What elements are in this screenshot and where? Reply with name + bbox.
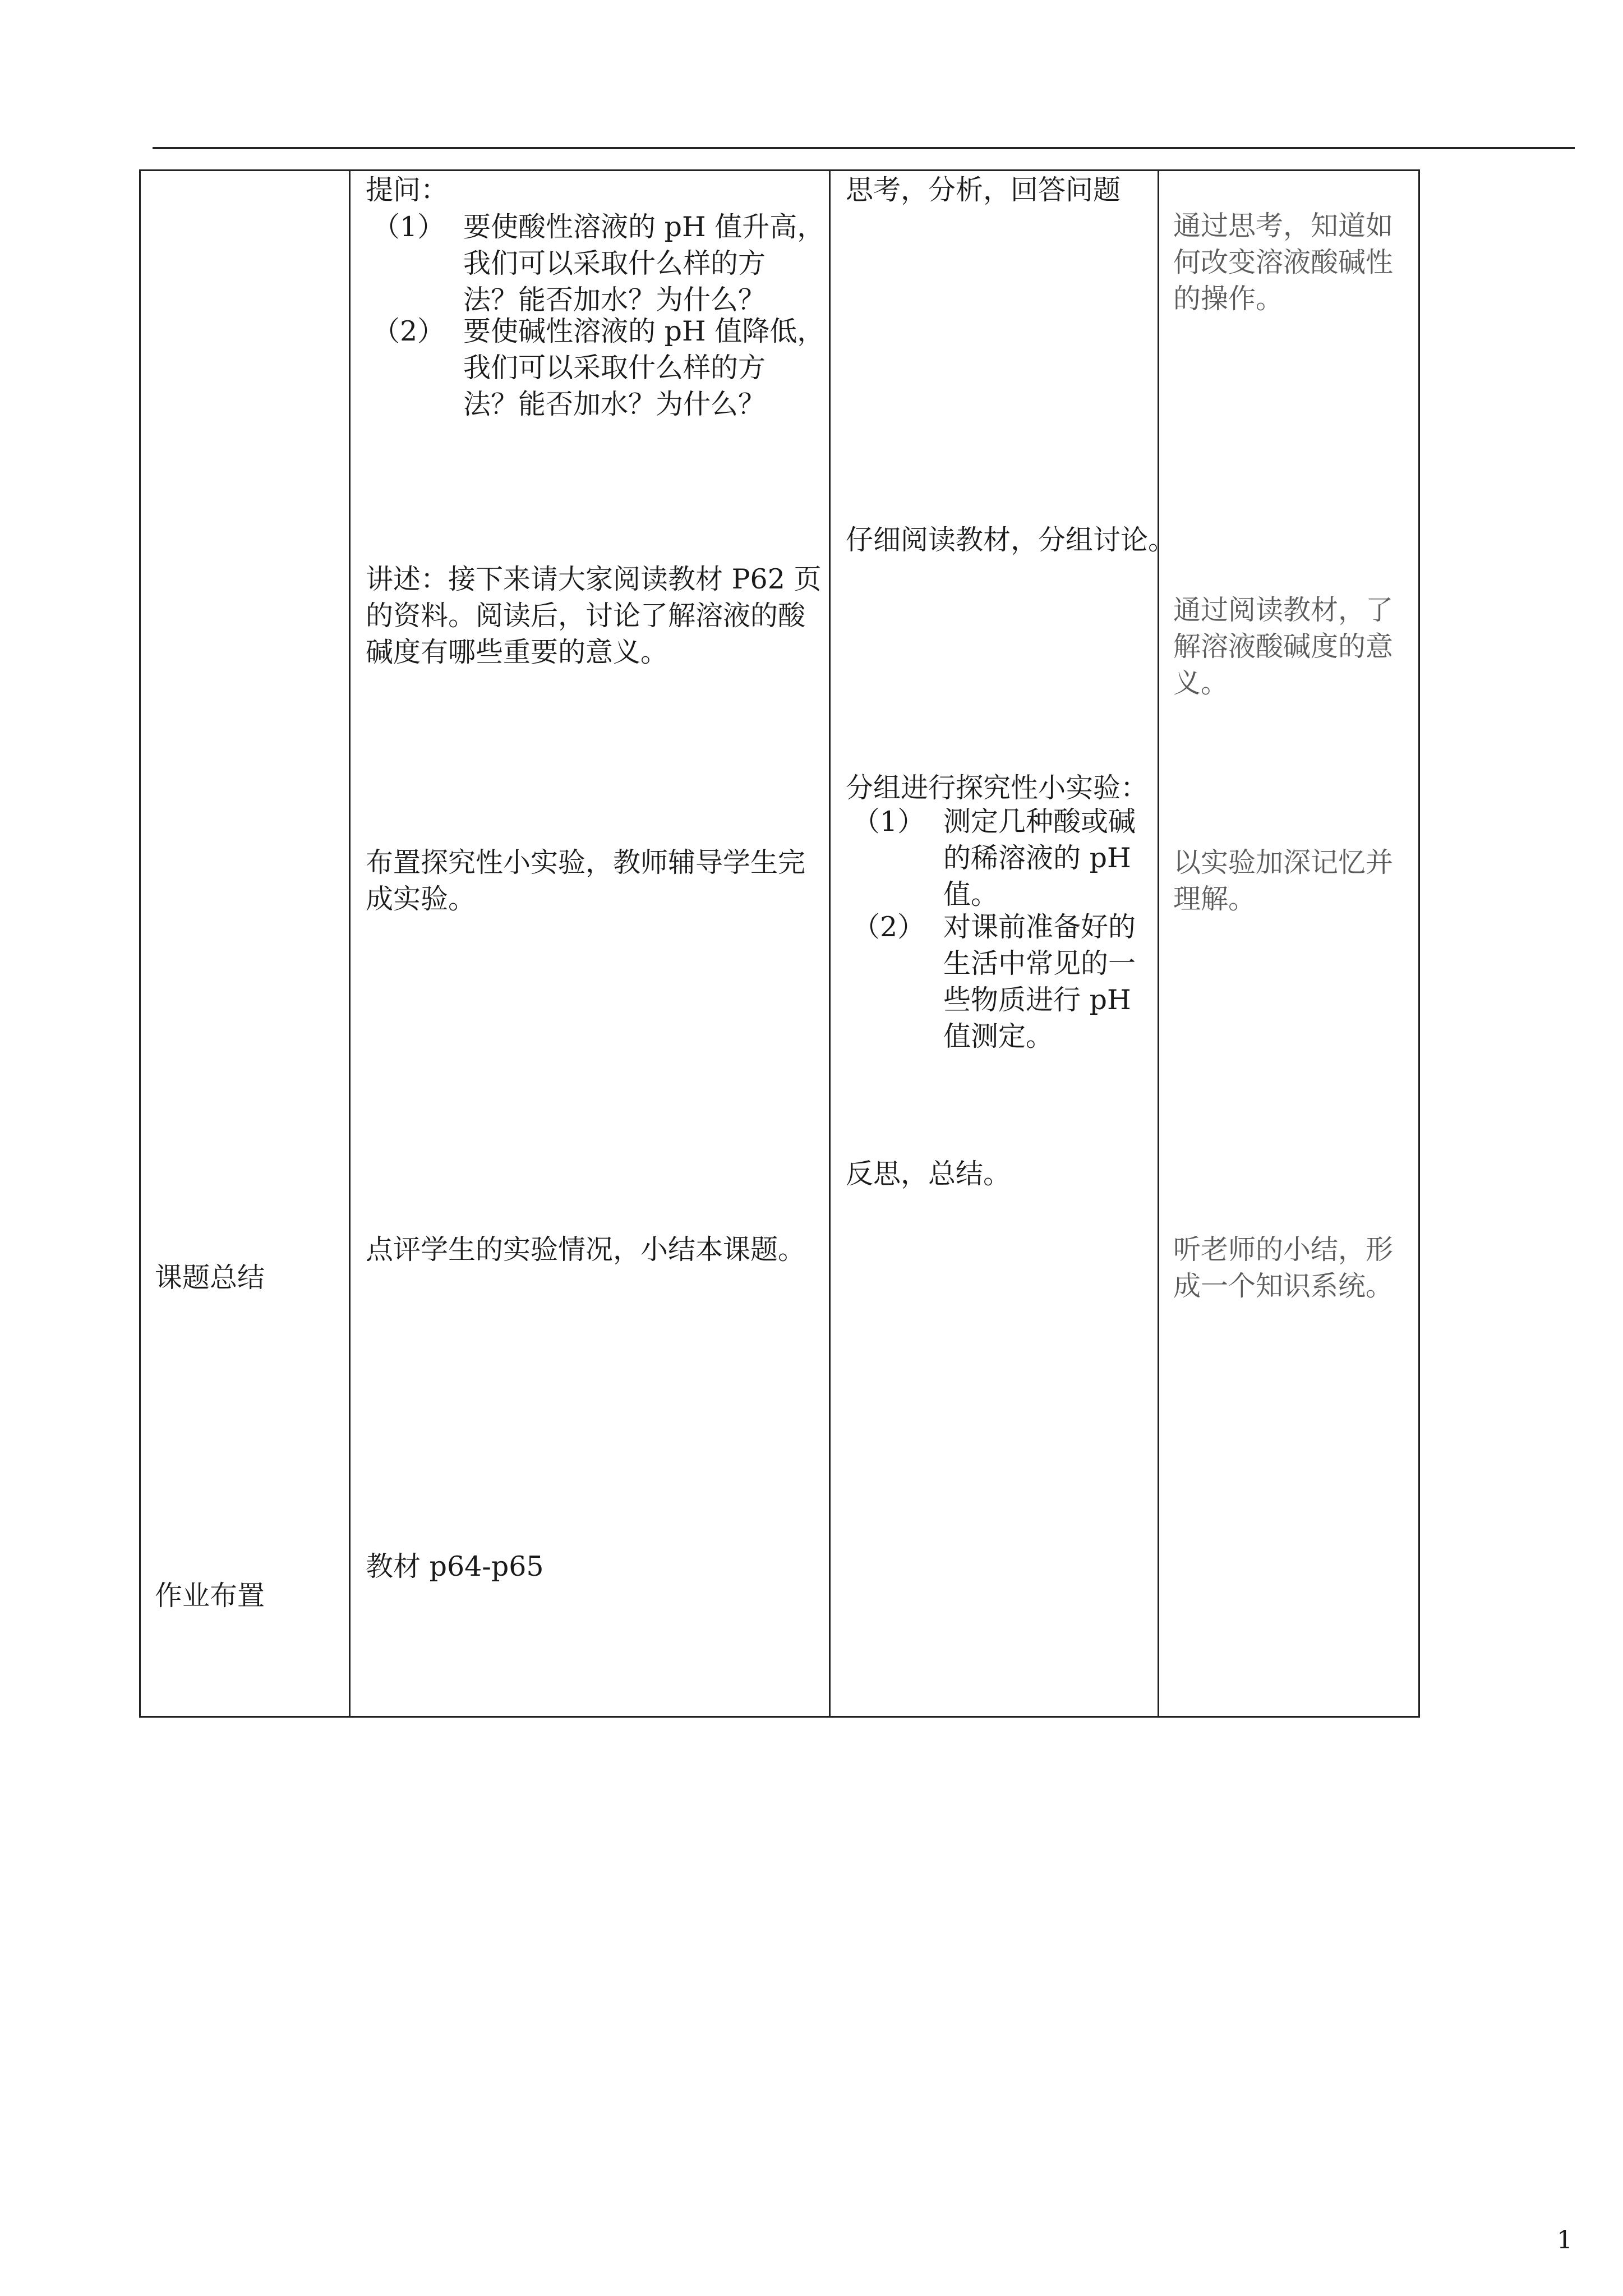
review-text: 点评学生的实验情况，小结本课题。 bbox=[366, 1234, 806, 1266]
intent-line: 以实验加深记忆并 bbox=[1173, 846, 1394, 878]
lecture-line: 碱度有哪些重要的意义。 bbox=[366, 636, 668, 668]
intent-line: 通过思考，知道如 bbox=[1173, 210, 1394, 242]
question-1-line: 我们可以采取什么样的方 bbox=[463, 247, 766, 279]
experiment-2-line: 值测定。 bbox=[943, 1020, 1054, 1052]
intent-line: 成一个知识系统。 bbox=[1173, 1270, 1394, 1302]
intent-line: 解溶液酸碱度的意 bbox=[1173, 631, 1394, 662]
summary-row-label: 课题总结 bbox=[155, 1262, 265, 1294]
experiment-2-line: 生活中常见的一 bbox=[943, 947, 1136, 979]
experiment-2-line: 对课前准备好的 bbox=[943, 911, 1136, 943]
page-number: 1 bbox=[1557, 2226, 1573, 2254]
student-reflect: 反思，总结。 bbox=[846, 1158, 1011, 1190]
experiment-1-line: 测定几种酸或碱 bbox=[943, 806, 1136, 838]
question-1-line: 法？能否加水？为什么？ bbox=[463, 284, 766, 316]
intent-line: 通过阅读教材，了 bbox=[1173, 594, 1394, 626]
column-divider-1 bbox=[349, 169, 351, 1718]
experiment-assignment-line: 成实验。 bbox=[366, 883, 476, 915]
student-think: 思考，分析，回答问题 bbox=[846, 174, 1121, 206]
experiment-1-line: 的稀溶液的 pH bbox=[943, 842, 1131, 874]
header-rule bbox=[153, 147, 1575, 149]
student-experiment-title: 分组进行探究性小实验： bbox=[846, 772, 1149, 804]
question-2-number: （2） bbox=[372, 315, 445, 347]
experiment-1-number: （1） bbox=[852, 806, 925, 838]
intent-line: 理解。 bbox=[1173, 883, 1256, 915]
intent-line: 听老师的小结，形 bbox=[1173, 1234, 1394, 1266]
column-divider-2 bbox=[829, 169, 831, 1718]
intent-line: 何改变溶液酸碱性 bbox=[1173, 246, 1394, 278]
question-2-line: 我们可以采取什么样的方 bbox=[463, 352, 766, 384]
experiment-2-line: 些物质进行 pH bbox=[943, 984, 1131, 1016]
experiment-1-line: 值。 bbox=[943, 878, 999, 910]
homework-text: 教材 p64-p65 bbox=[366, 1550, 544, 1582]
question-1-line: 要使酸性溶液的 pH 值升高， bbox=[463, 211, 825, 243]
question-1-number: （1） bbox=[372, 211, 445, 243]
intent-line: 的操作。 bbox=[1173, 283, 1284, 315]
experiment-assignment-line: 布置探究性小实验，教师辅导学生完 bbox=[366, 846, 806, 878]
lecture-line: 讲述：接下来请大家阅读教材 P62 页 bbox=[366, 563, 822, 595]
student-read: 仔细阅读教材，分组讨论。 bbox=[846, 524, 1176, 556]
question-title: 提问： bbox=[366, 174, 449, 206]
column-divider-3 bbox=[1158, 169, 1159, 1718]
intent-line: 义。 bbox=[1173, 667, 1229, 699]
question-2-line: 法？能否加水？为什么？ bbox=[463, 388, 766, 420]
lesson-table bbox=[139, 169, 1420, 1718]
lecture-line: 的资料。阅读后，讨论了解溶液的酸 bbox=[366, 600, 806, 632]
question-2-line: 要使碱性溶液的 pH 值降低， bbox=[463, 315, 825, 347]
homework-row-label: 作业布置 bbox=[155, 1580, 265, 1612]
experiment-2-number: （2） bbox=[852, 911, 925, 943]
